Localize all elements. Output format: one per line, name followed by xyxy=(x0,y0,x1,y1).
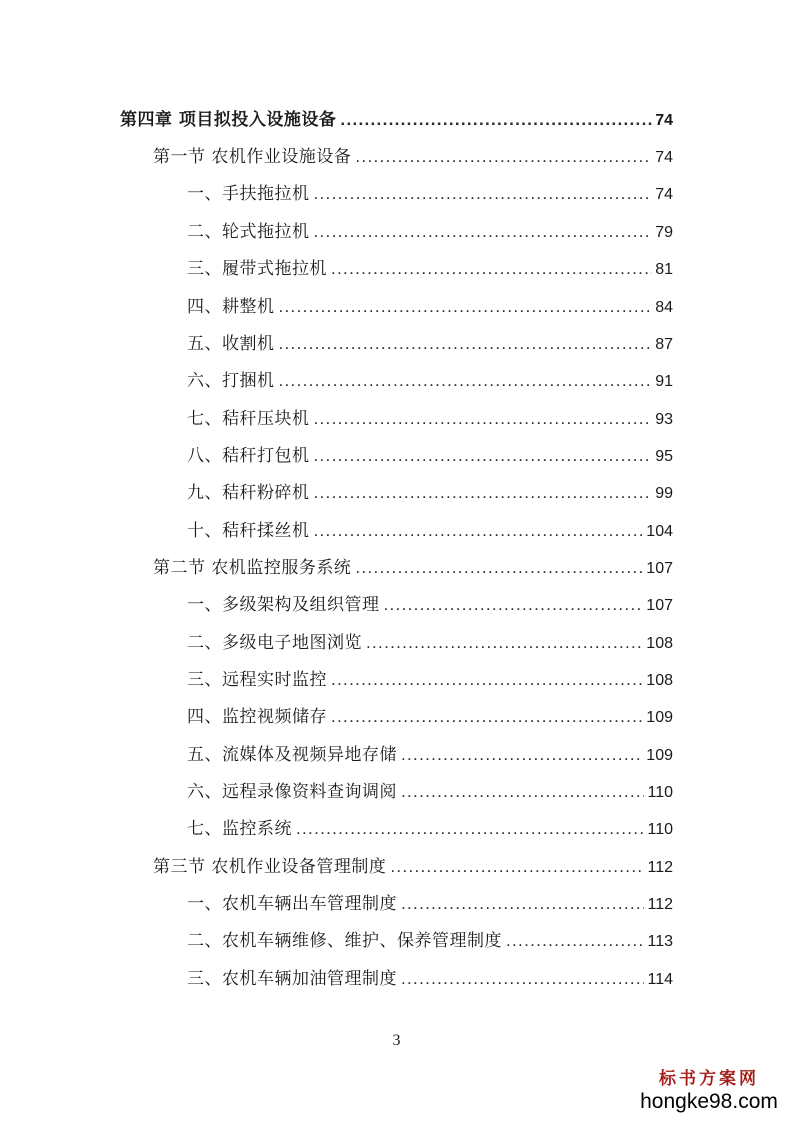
toc-dot-leader xyxy=(401,741,643,769)
toc-dot-leader xyxy=(390,853,644,881)
toc-item-title: 八、秸秆打包机 xyxy=(187,446,310,466)
toc-page-number: 93 xyxy=(655,411,673,428)
toc-item-entry[interactable] xyxy=(187,293,673,321)
toc-item-title: 二、轮式拖拉机 xyxy=(187,222,310,242)
toc-page-number: 81 xyxy=(655,261,673,278)
toc-page-number: 108 xyxy=(646,635,673,652)
toc-page-number: 110 xyxy=(647,821,673,838)
toc-dot-leader xyxy=(279,367,653,395)
toc-dot-leader xyxy=(296,815,644,843)
toc-page-number: 87 xyxy=(655,336,673,353)
toc-item-entry[interactable] xyxy=(187,367,673,395)
toc-item-title: 九、秸秆粉碎机 xyxy=(187,483,310,503)
toc-page-number: 112 xyxy=(647,896,673,913)
toc-section-entry[interactable] xyxy=(153,554,673,582)
toc-page-number: 107 xyxy=(646,560,673,577)
toc-item-title: 七、秸秆压块机 xyxy=(187,409,310,429)
toc-dot-leader xyxy=(331,666,643,694)
toc-item-entry[interactable] xyxy=(187,591,673,619)
toc-dot-leader xyxy=(355,554,643,582)
toc-page-number: 113 xyxy=(647,933,673,950)
toc-item-entry[interactable] xyxy=(187,629,673,657)
toc-chapter-title: 第四章 项目拟投入设施设备 xyxy=(120,110,337,130)
toc-item-entry[interactable] xyxy=(187,666,673,694)
toc-page-number: 104 xyxy=(646,523,673,540)
toc-item-entry[interactable] xyxy=(187,517,673,545)
watermark-logo xyxy=(639,1068,779,1114)
toc-dot-leader xyxy=(331,703,643,731)
toc-item-title: 三、履带式拖拉机 xyxy=(187,259,327,279)
toc-item-title: 五、流媒体及视频异地存储 xyxy=(187,745,397,765)
toc-dot-leader xyxy=(314,405,653,433)
page-number: 3 xyxy=(392,1032,401,1049)
toc-dot-leader xyxy=(331,255,652,283)
toc-item-title: 一、多级架构及组织管理 xyxy=(187,595,380,615)
toc-page-number: 74 xyxy=(655,112,673,129)
toc-page-number: 109 xyxy=(646,747,673,764)
toc-dot-leader xyxy=(401,778,644,806)
toc-item-entry[interactable] xyxy=(187,965,673,993)
toc-dot-leader xyxy=(314,479,653,507)
toc-item-entry[interactable] xyxy=(187,479,673,507)
toc-item-title: 四、监控视频储存 xyxy=(187,707,327,727)
toc-item-title: 六、打捆机 xyxy=(187,371,275,391)
toc-page-number: 107 xyxy=(646,597,673,614)
toc-page-number: 95 xyxy=(655,448,673,465)
toc-item-entry[interactable] xyxy=(187,442,673,470)
toc-item-title: 四、耕整机 xyxy=(187,297,275,317)
toc-dot-leader xyxy=(355,143,652,171)
toc-dot-leader xyxy=(314,180,653,208)
toc-item-title: 五、收割机 xyxy=(187,334,275,354)
toc-chapter-entry[interactable] xyxy=(120,106,673,134)
toc-item-entry[interactable] xyxy=(187,890,673,918)
toc-item-title: 三、农机车辆加油管理制度 xyxy=(187,969,397,989)
toc-page-number: 99 xyxy=(655,485,673,502)
toc-item-entry[interactable] xyxy=(187,405,673,433)
toc-dot-leader xyxy=(314,218,653,246)
watermark-title: 标书方案网 xyxy=(659,1069,759,1089)
toc-section-entry[interactable] xyxy=(153,853,673,881)
toc-dot-leader xyxy=(279,330,653,358)
toc-page-number: 112 xyxy=(647,859,673,876)
toc-section-entry[interactable] xyxy=(153,143,673,171)
toc-item-title: 二、多级电子地图浏览 xyxy=(187,633,362,653)
toc-page-number: 108 xyxy=(646,672,673,689)
toc-item-entry[interactable] xyxy=(187,703,673,731)
toc-section-title: 第二节 农机监控服务系统 xyxy=(153,558,352,578)
toc-item-title: 七、监控系统 xyxy=(187,819,292,839)
toc-item-entry[interactable] xyxy=(187,180,673,208)
toc-page-number: 114 xyxy=(647,971,673,988)
toc-page-number: 91 xyxy=(655,373,673,390)
toc-dot-leader xyxy=(314,442,653,470)
toc-dot-leader xyxy=(314,517,644,545)
toc-item-title: 十、秸秆揉丝机 xyxy=(187,521,310,541)
toc-item-title: 六、远程录像资料查询调阅 xyxy=(187,782,397,802)
watermark-url: hongke98.com xyxy=(640,1090,778,1113)
toc-page-number: 74 xyxy=(655,186,673,203)
toc-dot-leader xyxy=(384,591,644,619)
toc-section-title: 第三节 农机作业设备管理制度 xyxy=(153,857,387,877)
toc-dot-leader xyxy=(401,890,644,918)
toc-item-title: 二、农机车辆维修、维护、保养管理制度 xyxy=(187,931,502,951)
toc-section-title: 第一节 农机作业设施设备 xyxy=(153,147,352,167)
toc-dot-leader xyxy=(401,965,644,993)
toc-dot-leader xyxy=(366,629,643,657)
toc-page-number: 110 xyxy=(647,784,673,801)
toc-item-entry[interactable] xyxy=(187,330,673,358)
toc-item-title: 一、手扶拖拉机 xyxy=(187,184,310,204)
toc-item-title: 三、远程实时监控 xyxy=(187,670,327,690)
toc-page-number: 109 xyxy=(646,709,673,726)
toc-item-entry[interactable] xyxy=(187,815,673,843)
toc-item-entry[interactable] xyxy=(187,255,673,283)
toc-item-entry[interactable] xyxy=(187,927,673,955)
toc-dot-leader xyxy=(340,106,652,134)
toc-item-title: 一、农机车辆出车管理制度 xyxy=(187,894,397,914)
toc-dot-leader xyxy=(506,927,644,955)
toc-page-number: 79 xyxy=(655,224,673,241)
toc-dot-leader xyxy=(279,293,653,321)
toc-item-entry[interactable] xyxy=(187,218,673,246)
toc-page-number: 84 xyxy=(655,299,673,316)
toc-item-entry[interactable] xyxy=(187,778,673,806)
toc-item-entry[interactable] xyxy=(187,741,673,769)
toc-page-number: 74 xyxy=(655,149,673,166)
